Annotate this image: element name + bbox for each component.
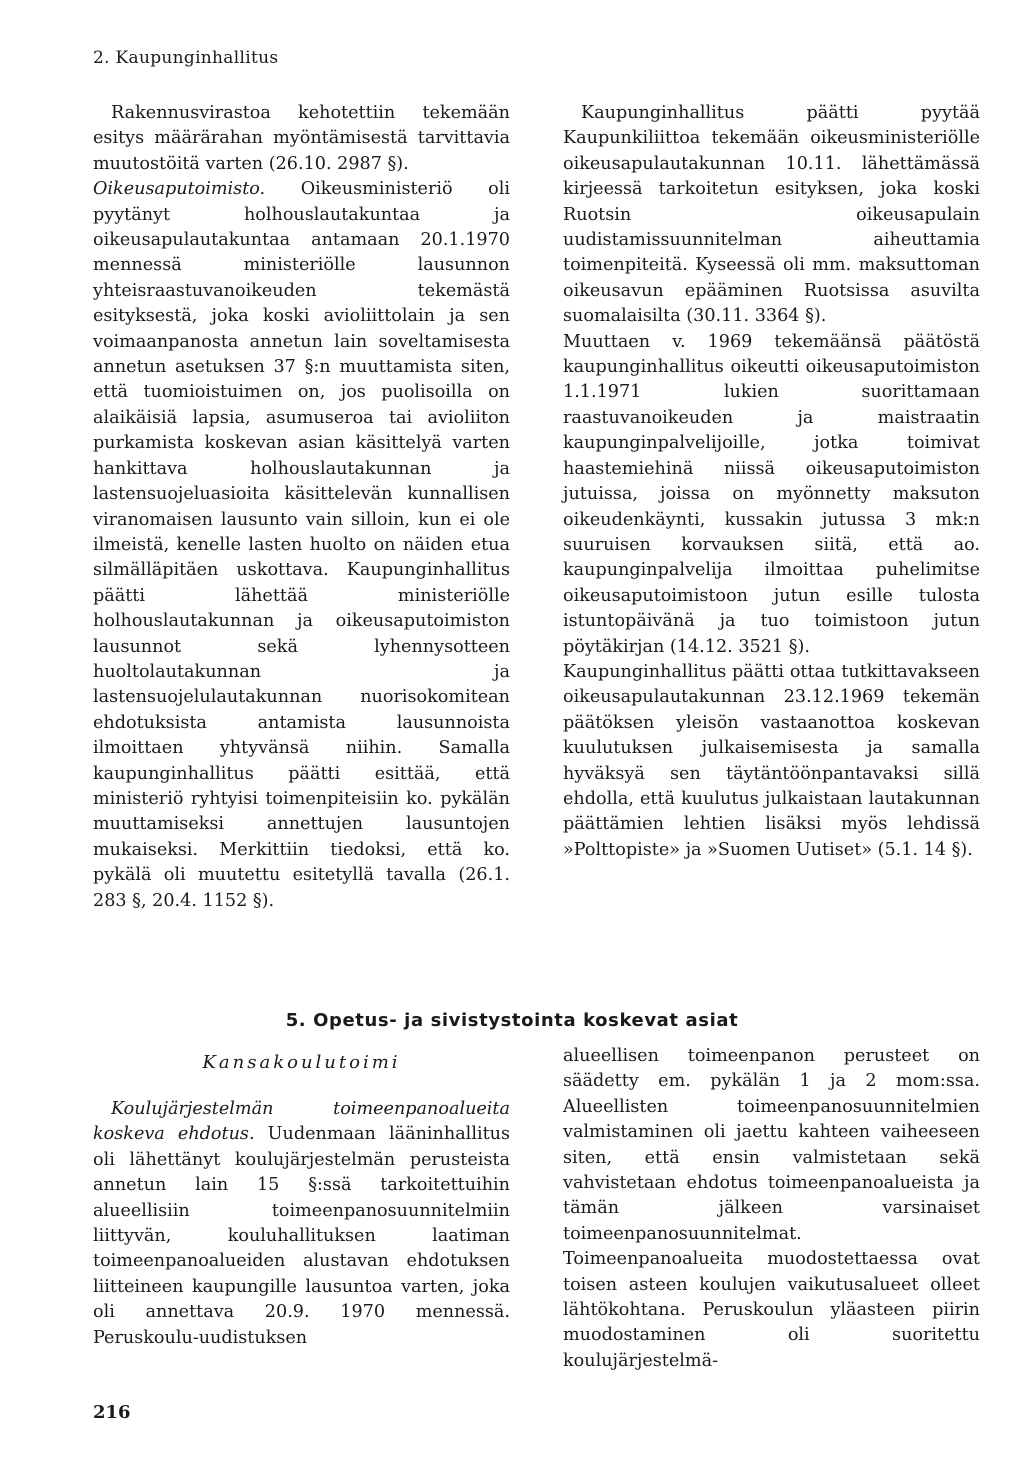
column-top-left <box>93 101 510 914</box>
column-top-right <box>563 101 980 863</box>
column-bottom-right <box>563 1044 980 1374</box>
paragraph-title: Oikeusaputoimisto. <box>93 179 266 200</box>
paragraph: Muuttaen v. 1969 tekemäänsä päätöstä kaupunginhallitus oikeutti oikeusaputoimiston 1.1.1971 lukien suorittamaan raastuvanoikeuden ja maistraatin kaupunginpalvelijoille, jotka toimivat haastemiehinä niissä oikeusaputoimiston jutuissa, joissa on myönnetty maksuton oikeudenkäynti, kussakin jutussa 3 mk:n suuruisen korvauksen siitä, että ao. kaupunginpalvelija ilmoittaa puhelimitse oikeusaputoimistoon jutun esille tulosta istuntopäivänä ja tuo toimistoon jutun pöytäkirjan (14.12. 3521 §). <box>563 331 980 657</box>
paragraph-body: Oikeusministeriö oli pyytänyt holhouslautakuntaa ja oikeusapulautakuntaa antamaan 20.1.1970 mennessä ministeriölle lausunnon yhteisraastuvanoikeuden tekemästä esityksestä, joka koski avioliittolain ja sen voimaanpanosta annetun lain soveltamisesta annetun asetuksen 37 §:n muuttamista siten, että tuomioistuimen on, jos puolisoilla on alaikäisiä lapsia, asumuseroa tai avioliiton purkamista koskevan asian käsittelyä varten hankittava holhouslautakunnan ja lastensuojeluasioita käsittelevän kunnallisen viranomaisen lausunto vain silloin, kun ei ole ilmeistä, kenelle lasten huolto on näiden etua silmälläpitäen uskottava. Kaupunginhallitus päätti lähettää ministeriölle holhouslautakunnan ja oikeusaputoimiston lausunnot sekä lyhennysotteen huoltolautakunnan ja lastensuojelulautakunnan nuorisokomitean ehdotuksista antamista lausunnoista ilmoittaen yhtyvänsä niihin. Samalla kaupunginhallitus päätti esittää, että ministeriö ryhtyisi toimenpiteisiin ko. pykälän muuttamiseksi annettujen lausuntojen mukaiseksi. Merkittiin tiedoksi, että ko. pykälä oli muutettu esitetyllä tavalla (26.1. 283 §, 20.4. 1152 §). <box>93 179 510 911</box>
paragraph <box>93 1097 510 1351</box>
paragraph-body: Uudenmaan lääninhallitus oli lähettänyt koulujärjestelmän perusteista annetun lain 15 §:ssä tarkoitettuihin alueellisiin toimeenpanosuunnitelmiin liittyvän, kouluhallituksen laatiman toimeenpanoalueiden alustavan ehdotuksen liitteineen kaupungille lausuntoa varten, joka oli annettava 20.9. 1970 mennessä. Peruskoulu-uudistuksen <box>93 1124 510 1348</box>
paragraph: Rakennusvirastoa kehotettiin tekemään esitys määrärahan myöntämisestä tarvittavia muutostöitä varten (26.10. 2987 §). <box>93 103 510 174</box>
paragraph-title: Koulujärjestelmän toimeenpanoalueita koskeva ehdotus. <box>93 1099 510 1145</box>
section-heading: 5. Opetus- ja sivistystointa koskevat asiat <box>285 1010 739 1031</box>
subheading: Kansakoulutoimi <box>202 1052 401 1073</box>
paragraph: Kaupunginhallitus päätti pyytää Kaupunkiliittoa tekemään oikeusministeriölle oikeusapulautakunnan 10.11. lähettämässä kirjeessä tarkoitetun esityksen, joka koski Ruotsin oikeusapulain uudistamissuunnitelman aiheuttamia toimenpiteitä. Kyseessä oli mm. maksuttoman oikeusavun epääminen Ruotsissa asuvilta suomalaisilta (30.11. 3364 §). <box>563 103 980 327</box>
page-number: 216 <box>93 1402 131 1423</box>
column-bottom-left <box>93 1097 510 1351</box>
paragraph: Kaupunginhallitus päätti ottaa tutkittavakseen oikeusapulautakunnan 23.12.1969 tekemän päätöksen yleisön vastaanottoa koskevan kuulutuksen julkaisemisesta ja samalla hyväksyä sen täytäntöönpantavaksi sillä ehdolla, että kuulutus julkaistaan lautakunnan päättämien lehtien lisäksi myös lehdissä »Polttopiste» ja »Suomen Uutiset» (5.1. 14 §). <box>563 661 980 860</box>
running-head: 2. Kaupunginhallitus <box>93 48 279 68</box>
paragraph <box>93 177 510 914</box>
paragraph: alueellisen toimeenpanon perusteet on säädetty em. pykälän 1 ja 2 mom:ssa. Alueellisten toimeenpanosuunnitelmien valmistaminen oli jaettu kahteen vaiheeseen siten, että ensin valmistetaan sekä vahvistetaan ehdotus toimeenpanoalueista ja tämän jälkeen varsinaiset toimeenpanosuunnitelmat. Toimeenpanoalueita muodostettaessa ovat toisen asteen koulujen vaikutusalueet olleet lähtökohtana. Peruskoulun yläasteen piirin muodostaminen oli suoritettu koulujärjestelmä- <box>563 1046 980 1371</box>
